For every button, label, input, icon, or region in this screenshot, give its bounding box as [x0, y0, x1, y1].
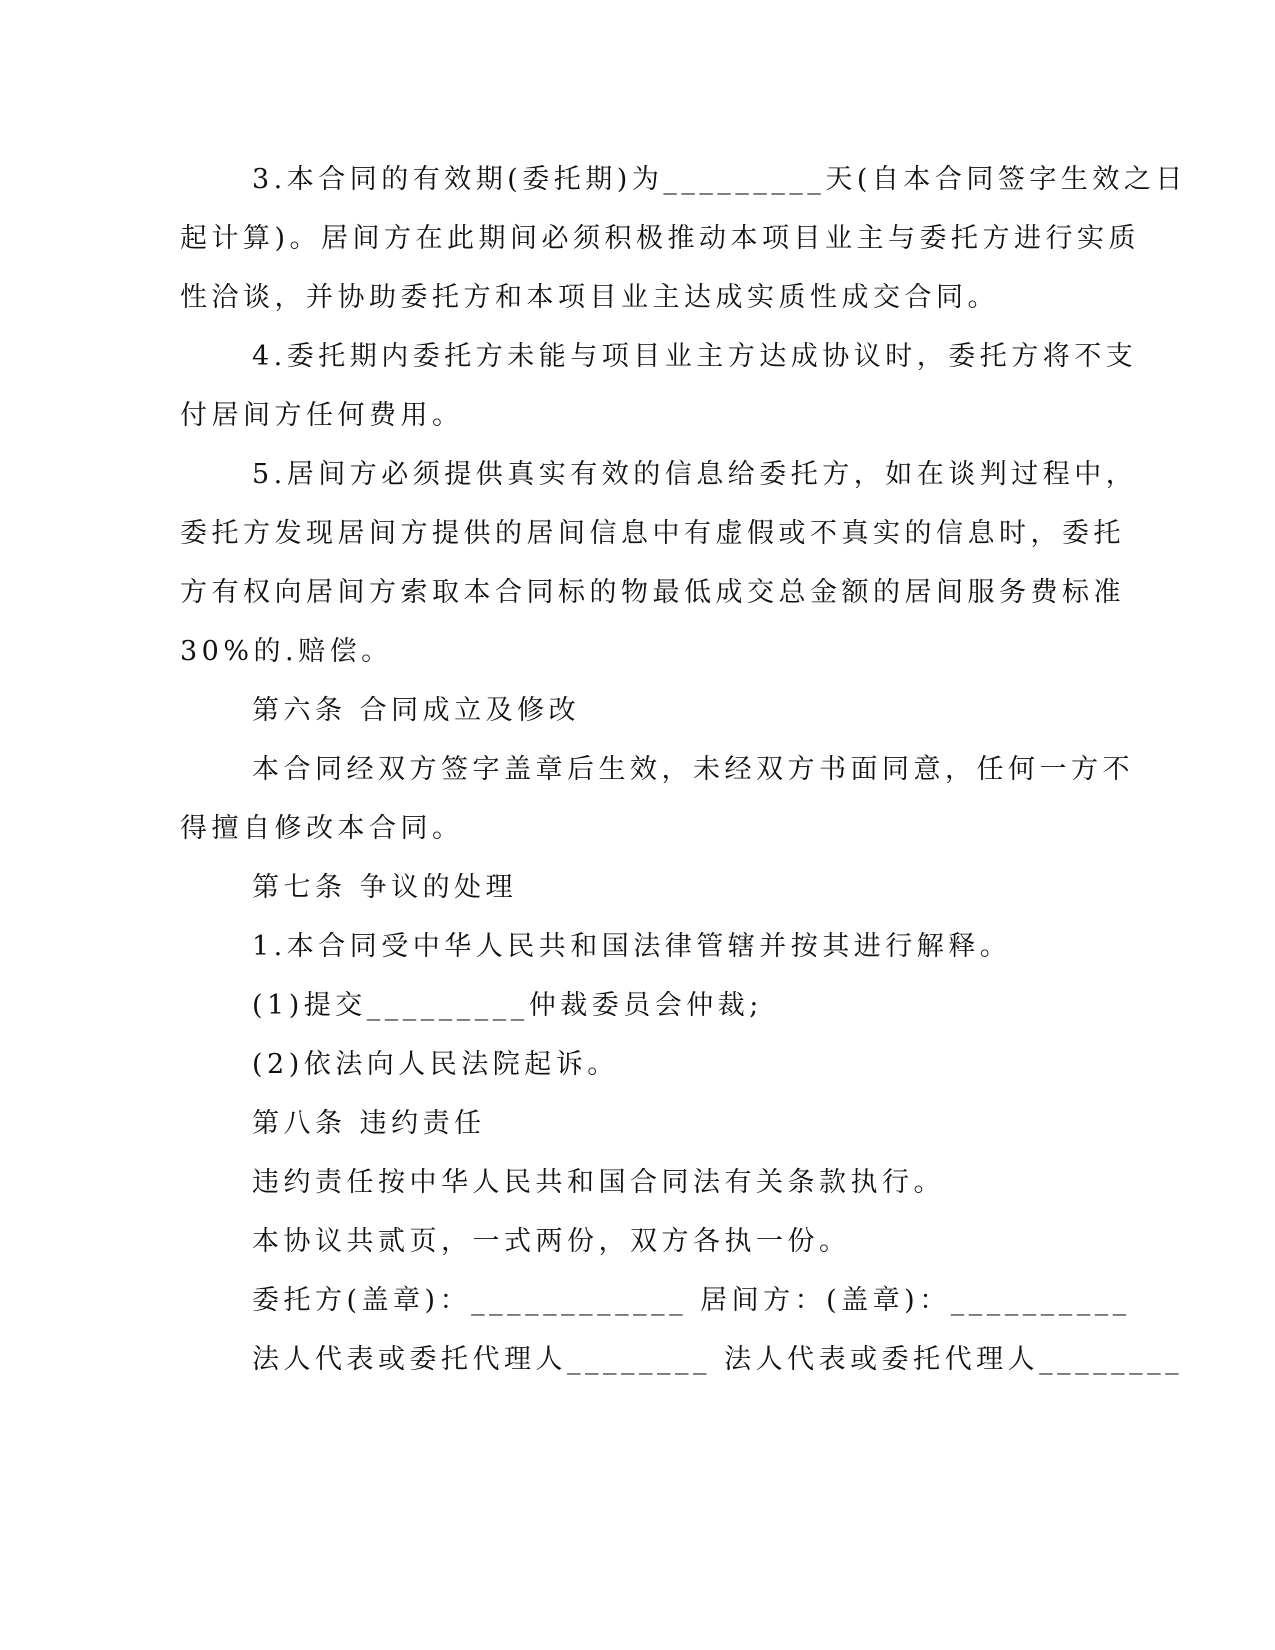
clause-5-3-line-3: 性洽谈，并协助委托方和本项目业主达成实质性成交合同。 [180, 282, 999, 313]
clause-5-5-line-1: 5.居间方必须提供真实有效的信息给委托方，如在谈判过程中， [252, 459, 1138, 490]
clause-5-4-line-2: 付居间方任何费用。 [180, 400, 464, 431]
clause-5-3-line-1: 3.本合同的有效期(委托期)为_________天(自本合同签字生效之日 [252, 164, 1187, 195]
article-8-heading: 第八条 违约责任 [252, 1108, 486, 1139]
article-7-heading: 第七条 争议的处理 [252, 872, 518, 903]
article-6-line-2: 得擅自修改本合同。 [180, 813, 464, 844]
clause-5-5-line-4: 30%的.赔偿。 [180, 636, 393, 667]
copies-statement: 本协议共贰页，一式两份，双方各执一份。 [252, 1226, 851, 1257]
article-6-heading: 第六条 合同成立及修改 [252, 695, 581, 726]
article-7-clause-1: 1.本合同受中华人民共和国法律管辖并按其进行解释。 [252, 931, 1012, 962]
clause-5-5-line-3: 方有权向居间方索取本合同标的物最低成交总金额的居间服务费标准 [180, 577, 1125, 608]
article-6-line-1: 本合同经双方签字盖章后生效，未经双方书面同意，任何一方不 [252, 754, 1134, 785]
article-7-option-1: (1)提交_________仲裁委员会仲裁; [252, 990, 763, 1021]
article-7-option-2: (2)依法向人民法院起诉。 [252, 1049, 619, 1080]
clause-5-3-line-2: 起计算)。居间方在此期间必须积极推动本项目业主与委托方进行实质 [180, 223, 1141, 254]
clause-5-4-line-1: 4.委托期内委托方未能与项目业主方达成协议时，委托方将不支 [252, 341, 1138, 372]
article-8-text: 违约责任按中华人民共和国合同法有关条款执行。 [252, 1167, 945, 1198]
signature-representative-line: 法人代表或委托代理人________ 法人代表或委托代理人________ [252, 1344, 1184, 1375]
signature-seal-line: 委托方(盖章)：____________ 居间方：(盖章)：__________ [252, 1285, 1131, 1316]
clause-5-5-line-2: 委托方发现居间方提供的居间信息中有虚假或不真实的信息时，委托 [180, 518, 1125, 549]
